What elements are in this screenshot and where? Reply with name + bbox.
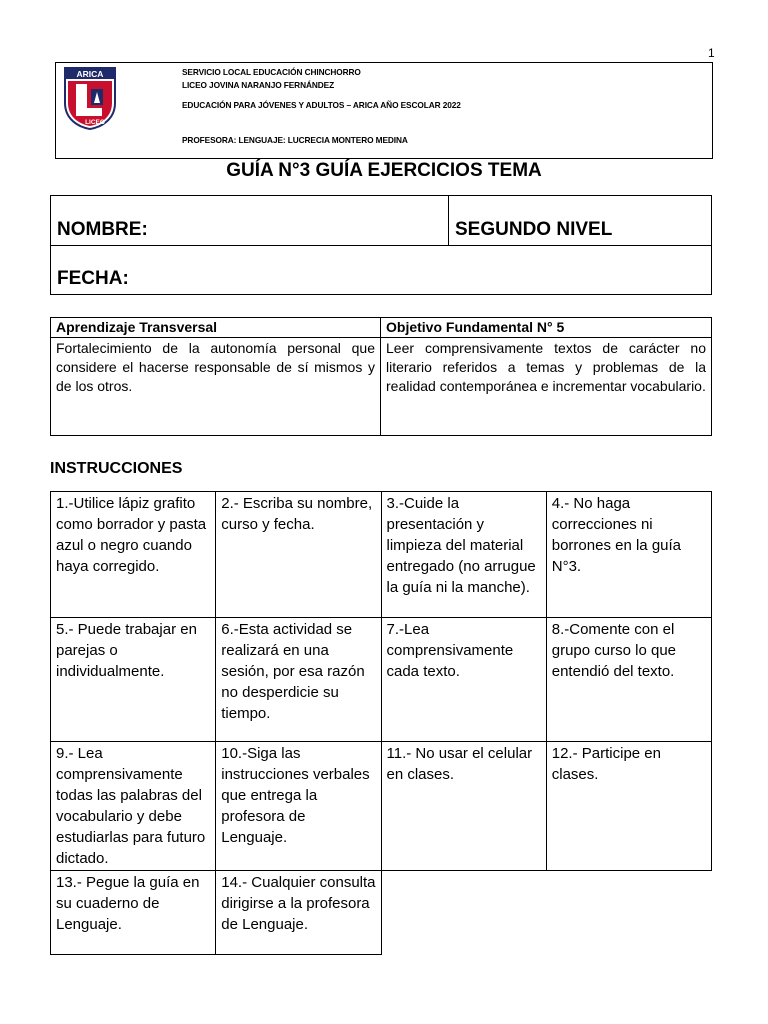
date-field[interactable] [51, 246, 712, 295]
header-teacher: PROFESORA: LENGUAJE: LUCRECIA MONTERO MEDINA [182, 135, 408, 145]
level-cell [449, 196, 712, 246]
instruction-item: 8.-Comente con el grupo curso lo que entendió del texto. [546, 618, 711, 742]
page-number: 1 [708, 46, 715, 60]
instruction-item: 4.- No haga correcciones ni borrones en la guía N°3. [546, 492, 711, 618]
instruction-item: 13.- Pegue la guía en su cuaderno de Lenguaje. [51, 871, 216, 955]
instruction-item: 3.-Cuide la presentación y limpieza del material entregado (no arrugue la guía ni la manche). [381, 492, 546, 618]
school-logo [62, 65, 118, 131]
transversal-header: Aprendizaje Transversal [51, 318, 381, 338]
instruction-item: 2.- Escriba su nombre, curso y fecha. [216, 492, 381, 618]
logo-bottom-text: LICEO [85, 119, 105, 126]
instruction-item: 1.-Utilice lápiz grafito como borrador y pasta azul o negro cuando haya corregido. [51, 492, 216, 618]
instruction-item: 9.- Lea comprensivamente todas las palabras del vocabulario y debe estudiarlas para futuro dictado. [51, 742, 216, 871]
guide-title: GUÍA N°3 GUÍA EJERCICIOS TEMA [226, 160, 542, 181]
header-institution: SERVICIO LOCAL EDUCACIÓN CHINCHORRO [182, 67, 361, 77]
instruction-item: 11.- No usar el celular en clases. [381, 742, 546, 871]
level-label: SEGUNDO NIVEL [455, 219, 613, 240]
school-header [55, 62, 713, 159]
objective-text: Leer comprensivamente textos de carácter no literario referidos a temas y problemas de la realidad contemporánea e incrementar vocabulario. [381, 338, 712, 436]
instruction-item: 6.-Esta actividad se realizará en una sesión, por esa razón no desperdicie su tiempo. [216, 618, 381, 742]
name-label: NOMBRE: [57, 219, 148, 240]
instruction-item: 14.- Cualquier consulta dirigirse a la profesora de Lenguaje. [216, 871, 381, 955]
instruction-item: 7.-Lea comprensivamente cada texto. [381, 618, 546, 742]
student-info-table [50, 195, 712, 295]
transversal-text: Fortalecimiento de la autonomía personal que considere el hacerse responsable de sí mismos y de los otros. [51, 338, 381, 436]
empty-cell [381, 871, 546, 955]
instruction-item: 10.-Siga las instrucciones verbales que entrega la profesora de Lenguaje. [216, 742, 381, 871]
objective-header: Objetivo Fundamental N° 5 [381, 318, 712, 338]
name-field[interactable] [51, 196, 449, 246]
instruction-item: 5.- Puede trabajar en parejas o individualmente. [51, 618, 216, 742]
objectives-table [50, 317, 712, 436]
instructions-heading: INSTRUCCIONES [50, 460, 183, 477]
instruction-item: 12.- Participe en clases. [546, 742, 711, 871]
empty-cell [546, 871, 711, 955]
date-label: FECHA: [57, 268, 129, 289]
header-program: EDUCACIÓN PARA JÓVENES Y ADULTOS – ARICA AÑO ESCOLAR 2022 [182, 100, 461, 110]
header-school: LICEO JOVINA NARANJO FERNÁNDEZ [182, 80, 335, 90]
instructions-table [50, 491, 712, 955]
logo-top-text: ARICA [76, 69, 104, 79]
